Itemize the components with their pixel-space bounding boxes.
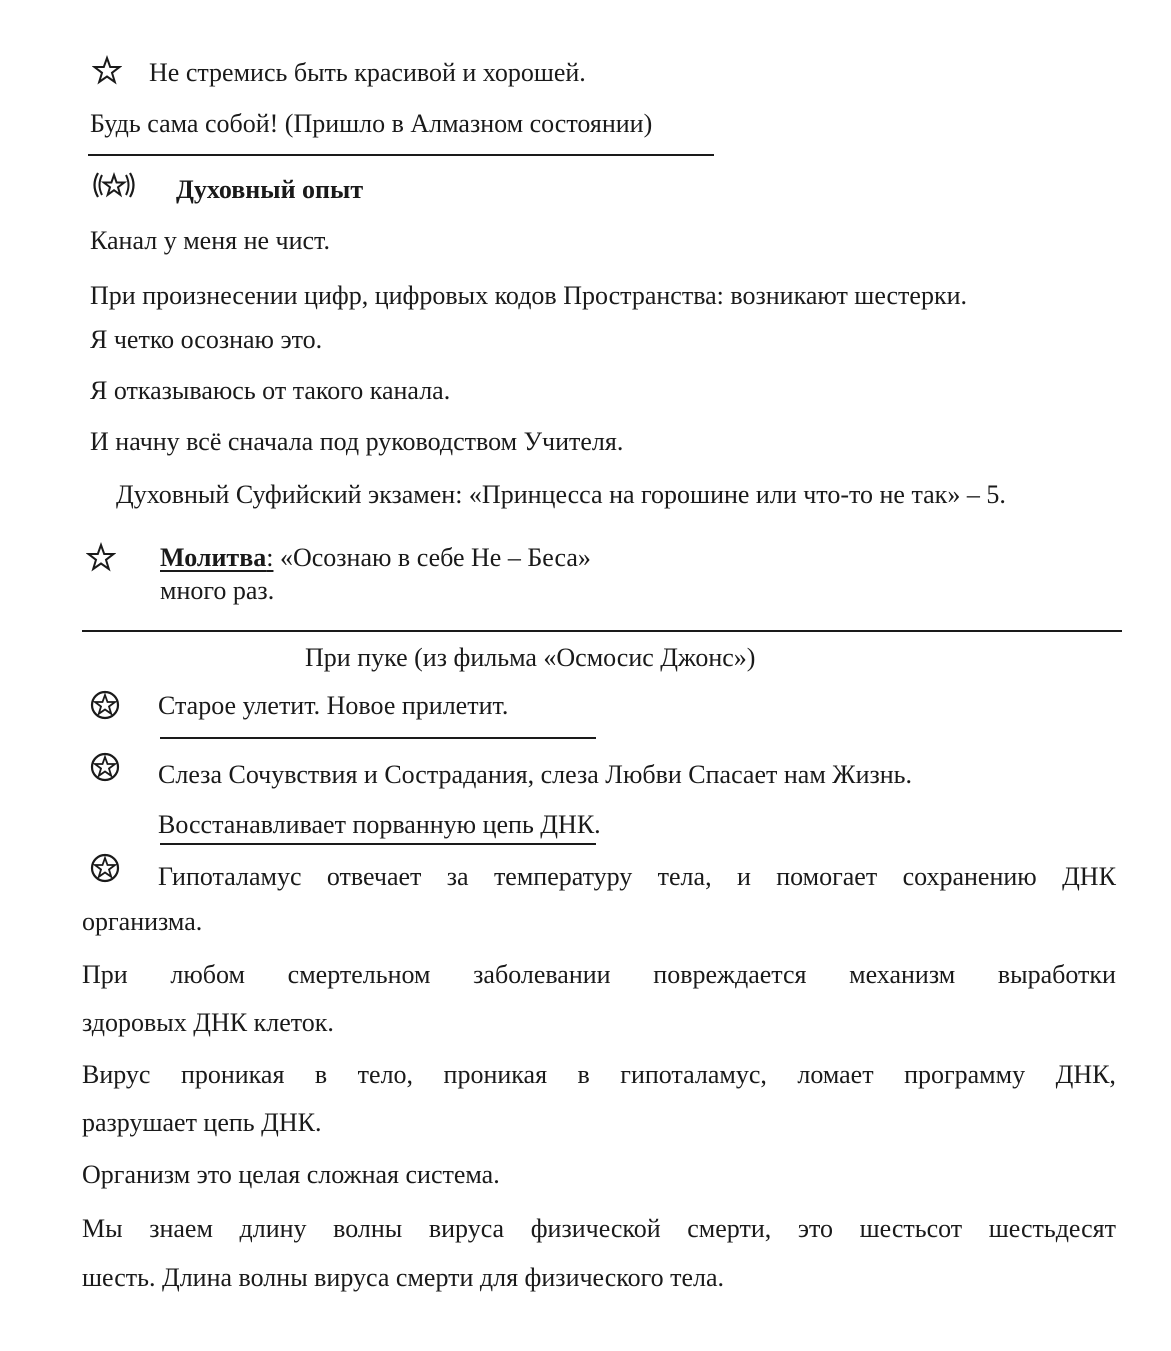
justified-line — [82, 1212, 1116, 1246]
text-line: разрушает цепь ДНК. — [82, 1108, 322, 1137]
word: ДНК — [1062, 862, 1116, 891]
prayer-colon: : — [266, 543, 274, 572]
divider — [88, 154, 714, 156]
prayer-text: «Осознаю в себе Не – Беса» — [273, 543, 591, 572]
word: механизм — [849, 960, 956, 989]
word: ломает — [797, 1060, 874, 1089]
word: помогает — [776, 862, 878, 891]
word: физической — [530, 1214, 661, 1243]
star-in-circle-icon — [90, 690, 120, 720]
text-line: Я четко осознаю это. — [90, 325, 323, 354]
section-heading: Духовный опыт — [176, 175, 364, 204]
word: шестьсот — [859, 1214, 963, 1243]
word: длину — [239, 1214, 307, 1243]
word: тело, — [357, 1060, 414, 1089]
text-line: И начну всё сначала под руководством Учителя. — [90, 427, 624, 456]
word: в — [314, 1060, 328, 1089]
word: гипоталамус, — [620, 1060, 767, 1089]
justified-line — [82, 958, 1116, 992]
word: температуру — [493, 862, 633, 891]
word: сохранению — [902, 862, 1037, 891]
word: заболевании — [473, 960, 611, 989]
star-in-circle-icon — [90, 853, 120, 883]
word: Мы — [82, 1214, 123, 1243]
text-line: Не стремись быть красивой и хорошей. — [149, 58, 586, 87]
word: в — [577, 1060, 590, 1089]
bullet-text: Старое улетит. Новое прилетит. — [158, 691, 509, 720]
word: тела, — [657, 862, 712, 891]
text-line: Канал у меня не чист. — [90, 226, 330, 255]
word: знаем — [149, 1214, 213, 1243]
word: шестьдесят — [988, 1214, 1116, 1243]
prayer-line — [160, 541, 591, 575]
star-in-parentheses-icon — [90, 170, 138, 200]
text-line: Восстанавливает порванную цепь ДНК. — [158, 810, 601, 839]
word: ДНК, — [1055, 1060, 1116, 1089]
word: проникая — [180, 1060, 285, 1089]
centered-line: При пуке (из фильма «Осмосис Джонс») — [305, 643, 756, 672]
word: Вирус — [82, 1060, 151, 1089]
divider — [160, 843, 596, 845]
text-line: организма. — [82, 907, 203, 936]
text-line: Я отказываюсь от такого канала. — [90, 376, 451, 405]
prayer-label: Молитва — [160, 543, 267, 572]
text-line: шесть. Длина волны вируса смерти для физического тела. — [82, 1263, 725, 1292]
star-outline-icon — [86, 542, 116, 572]
text-line: здоровых ДНК клеток. — [82, 1008, 334, 1037]
text-line: Организм это целая сложная система. — [82, 1160, 500, 1189]
word: и — [736, 862, 751, 891]
bullet-text: Слеза Сочувствия и Сострадания, слеза Любви Спасает нам Жизнь. — [158, 760, 913, 789]
word: смерти, — [687, 1214, 772, 1243]
star-outline-icon — [92, 55, 122, 85]
justified-line — [158, 860, 1116, 894]
divider — [160, 737, 596, 739]
text-line: При произнесении цифр, цифровых кодов Пространства: возникают шестерки. — [90, 281, 968, 310]
text-line: Духовный Суфийский экзамен: «Принцесса на горошине или что-то не так» – 5. — [116, 480, 1006, 509]
text-line: много раз. — [160, 576, 275, 605]
star-in-circle-icon — [90, 752, 120, 782]
word: волны — [333, 1214, 403, 1243]
word: смертельном — [287, 960, 431, 989]
word: Гипоталамус — [158, 862, 302, 891]
word: за — [446, 862, 469, 891]
word: это — [797, 1214, 834, 1243]
word: повреждается — [653, 960, 807, 989]
word: отвечает — [326, 862, 422, 891]
word: вируса — [428, 1214, 505, 1243]
word: проникая — [443, 1060, 548, 1089]
word: При — [82, 960, 128, 989]
word: программу — [904, 1060, 1026, 1089]
word: выработки — [997, 960, 1116, 989]
text-line: Будь сама собой! (Пришло в Алмазном состоянии) — [90, 109, 653, 138]
divider — [82, 630, 1122, 632]
word: любом — [170, 960, 245, 989]
justified-line — [82, 1058, 1116, 1092]
